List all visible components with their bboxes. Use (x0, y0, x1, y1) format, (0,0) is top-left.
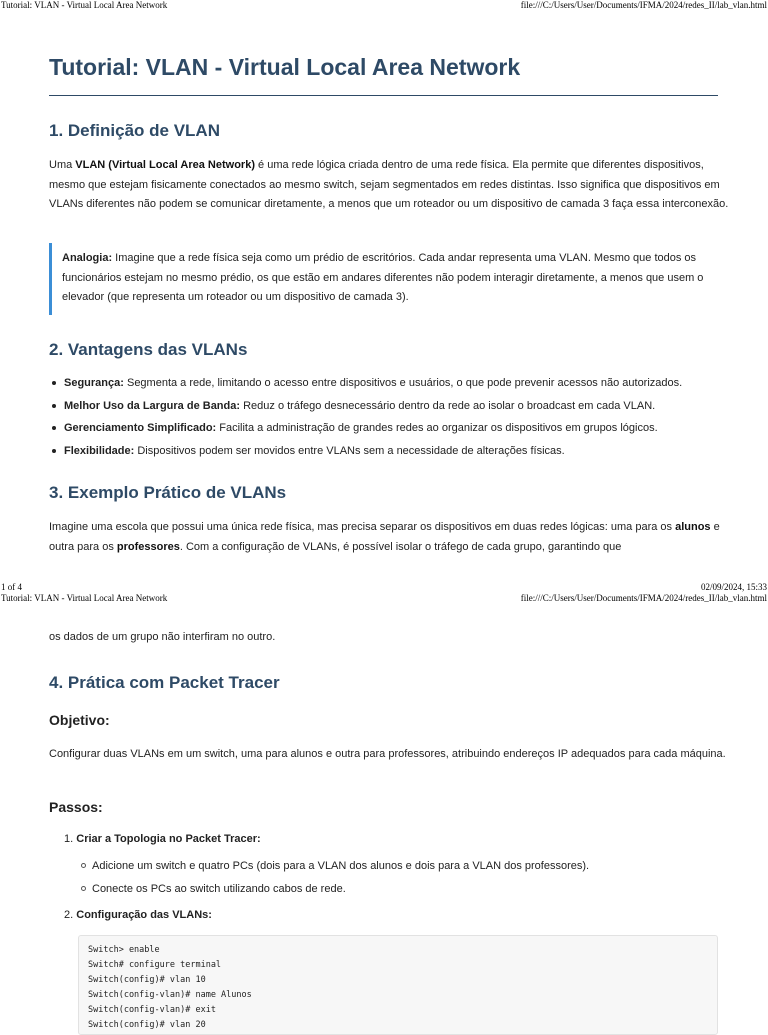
code-block (78, 935, 718, 1035)
list-item (49, 372, 749, 395)
step-1-item-text: Adicione um switch e quatro PCs (dois para a VLAN dos alunos e dois para a VLAN dos professores). (92, 860, 590, 872)
s3-bold-alunos: alunos (675, 521, 711, 533)
step-1-item (81, 860, 589, 872)
circle-bullet-icon (81, 863, 86, 868)
step-1 (64, 833, 261, 845)
list-item-text: Reduz o tráfego desnecessário dentro da rede ao isolar o broadcast em cada VLAN. (240, 399, 656, 412)
section-3-heading: 3. Exemplo Prático de VLANs (49, 483, 287, 502)
list-item-label: Gerenciamento Simplificado: (64, 422, 217, 434)
section-4-heading: 4. Prática com Packet Tracer (49, 673, 280, 692)
step-2 (64, 909, 212, 921)
print-header-title-page2: Tutorial: VLAN - Virtual Local Area Network (1, 593, 168, 603)
analogy-label: Analogia: (62, 252, 113, 264)
step-1-item-text: Conecte os PCs ao switch utilizando cabos de rede. (92, 883, 346, 895)
list-item-label: Segurança: (64, 377, 124, 389)
list-item-text: Facilita a administração de grandes redes ao organizar os dispositivos em grupos lógicos. (216, 422, 658, 434)
analogy-blockquote (49, 243, 739, 315)
section-3-continued: os dados de um grupo não interfiram no outro. (49, 631, 276, 643)
code-line: Switch> enable (88, 945, 160, 955)
step-1-number: 1. (64, 833, 74, 845)
s3-text-1: Imagine uma escola que possui uma única rede física, mas precisa separar os dispositivos em duas redes lógicas: uma para os (49, 521, 676, 533)
step-2-title: Configuração das VLANs: (76, 909, 212, 921)
section-1-paragraph (49, 156, 729, 215)
step-1-title: Criar a Topologia no Packet Tracer: (76, 833, 261, 845)
s1-text-post: é uma rede lógica criada dentro de uma rede física. Ela permite que diferentes dispositivos, mesmo que estejam fisicamente conectados ao mesmo switch, sejam segmentados em redes distintas. Isso significa que dispositivos em VLANs diferentes não podem se comunicar diretamente, a menos que um roteador ou um dispositivo de camada 3 faça essa interconexão. (49, 159, 729, 210)
objective-heading: Objetivo: (49, 712, 110, 728)
circle-bullet-icon (81, 886, 86, 891)
s1-text-pre: Uma (49, 159, 76, 171)
list-item-label: Flexibilidade: (64, 444, 135, 457)
objective-paragraph: Configurar duas VLANs em um switch, uma para alunos e outra para professores, atribuindo endereços IP adequados para cada máquina. (49, 748, 726, 760)
s3-text-2: e outra para os (49, 521, 720, 553)
s3-text-3: . Com a configuração de VLANs, é possível isolar o tráfego de cada grupo, garantindo que (179, 540, 622, 553)
code-line: Switch(config-vlan)# name Alunos (88, 990, 252, 1000)
list-item (49, 395, 749, 418)
advantages-list (49, 372, 749, 462)
analogy-text (62, 249, 722, 308)
s1-text-bold: VLAN (Virtual Local Area Network) (75, 159, 255, 171)
steps-heading: Passos: (49, 799, 103, 815)
print-header-url-page2: file:///C:/Users/User/Documents/IFMA/2024/redes_II/lab_vlan.html (520, 593, 767, 603)
list-item-label: Melhor Uso da Largura de Banda: (64, 399, 241, 412)
title-divider (49, 95, 718, 96)
code-line: Switch(config)# vlan 10 (88, 975, 206, 985)
step-1-item (81, 883, 346, 895)
step-2-number: 2. (64, 909, 74, 921)
code-line: Switch(config-vlan)# exit (88, 1005, 216, 1015)
list-item (49, 417, 749, 440)
analogy-body: Imagine que a rede física seja como um prédio de escritórios. Cada andar representa uma VLAN. Mesmo que todos os funcionários estejam no mesmo prédio, os que estão em andares diferentes não podem interagir diretamente, a menos que usem o elevador (que representa um roteador ou um dispositivo de camada 3). (62, 252, 704, 303)
list-item-text: Dispositivos podem ser movidos entre VLANs sem a necessidade de alterações físicas. (134, 444, 565, 457)
section-2-heading: 2. Vantagens das VLANs (49, 340, 248, 359)
code-line: Switch(config)# vlan 20 (88, 1020, 206, 1030)
s3-bold-professores: professores (116, 540, 180, 553)
document-title: Tutorial: VLAN - Virtual Local Area Network (49, 54, 521, 80)
print-header-url: file:///C:/Users/User/Documents/IFMA/2024/redes_II/lab_vlan.html (520, 0, 767, 10)
section-3-paragraph (49, 518, 729, 557)
print-header-title: Tutorial: VLAN - Virtual Local Area Network (1, 0, 168, 10)
print-footer-page: 1 of 4 (1, 582, 22, 592)
list-item-text: Segmenta a rede, limitando o acesso entre dispositivos e usuários, o que pode prevenir acessos não autorizados. (123, 377, 683, 389)
print-footer-datetime: 02/09/2024, 15:33 (700, 582, 767, 592)
code-line: Switch# configure terminal (88, 960, 222, 970)
section-1-heading: 1. Definição de VLAN (49, 121, 220, 140)
list-item (49, 440, 749, 463)
